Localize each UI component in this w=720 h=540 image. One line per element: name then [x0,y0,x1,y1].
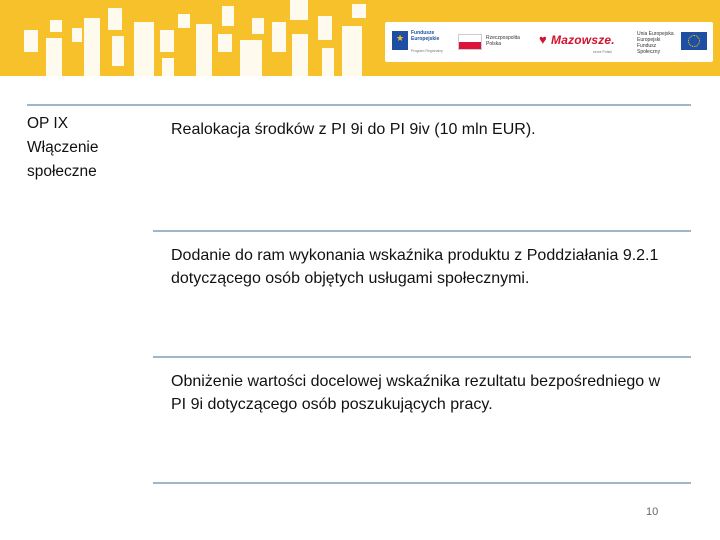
heart-icon: ♥ [539,32,547,47]
header-band [0,0,720,76]
mazowsze-logo: ♥ Mazowsze. serce Polski [539,32,615,54]
rzeczpospolita-polska-logo: Rzeczpospolita Polska [455,22,535,62]
funding-logos-strip [385,22,713,62]
unia-europejska-logo: Unia Europejska Europejski Fundusz Społeczny [635,22,711,62]
top-divider [27,104,691,106]
star-icon: ★ [395,33,405,43]
section-label-line2: Włączenie społeczne [27,139,99,180]
change-item-3: Obniżenie wartości docelowej wskaźnika rezultatu bezpośredniego w PI 9i dotyczącego osób poszukujących pracy. [171,373,661,413]
change-item-2: Dodanie do ram wykonania wskaźnika produktu z Poddziałania 9.2.1 dotyczącego osób objętych usługami społecznymi. [171,247,659,287]
section-label [27,112,147,184]
fundusze-europejskie-logo: ★ Fundusze Europejskie Program Regionalny [389,22,451,62]
row-divider [153,356,691,358]
row-divider [153,482,691,484]
eu-flag-icon [681,32,707,50]
section-label-line1: OP IX [27,115,69,132]
row-divider [153,230,691,232]
change-item-1: Realokacja środków z PI 9i do PI 9iv (10 mln EUR). [171,121,536,138]
polish-flag-icon [458,34,482,50]
page-number: 10 [646,506,659,518]
decorative-shapes [0,0,380,76]
